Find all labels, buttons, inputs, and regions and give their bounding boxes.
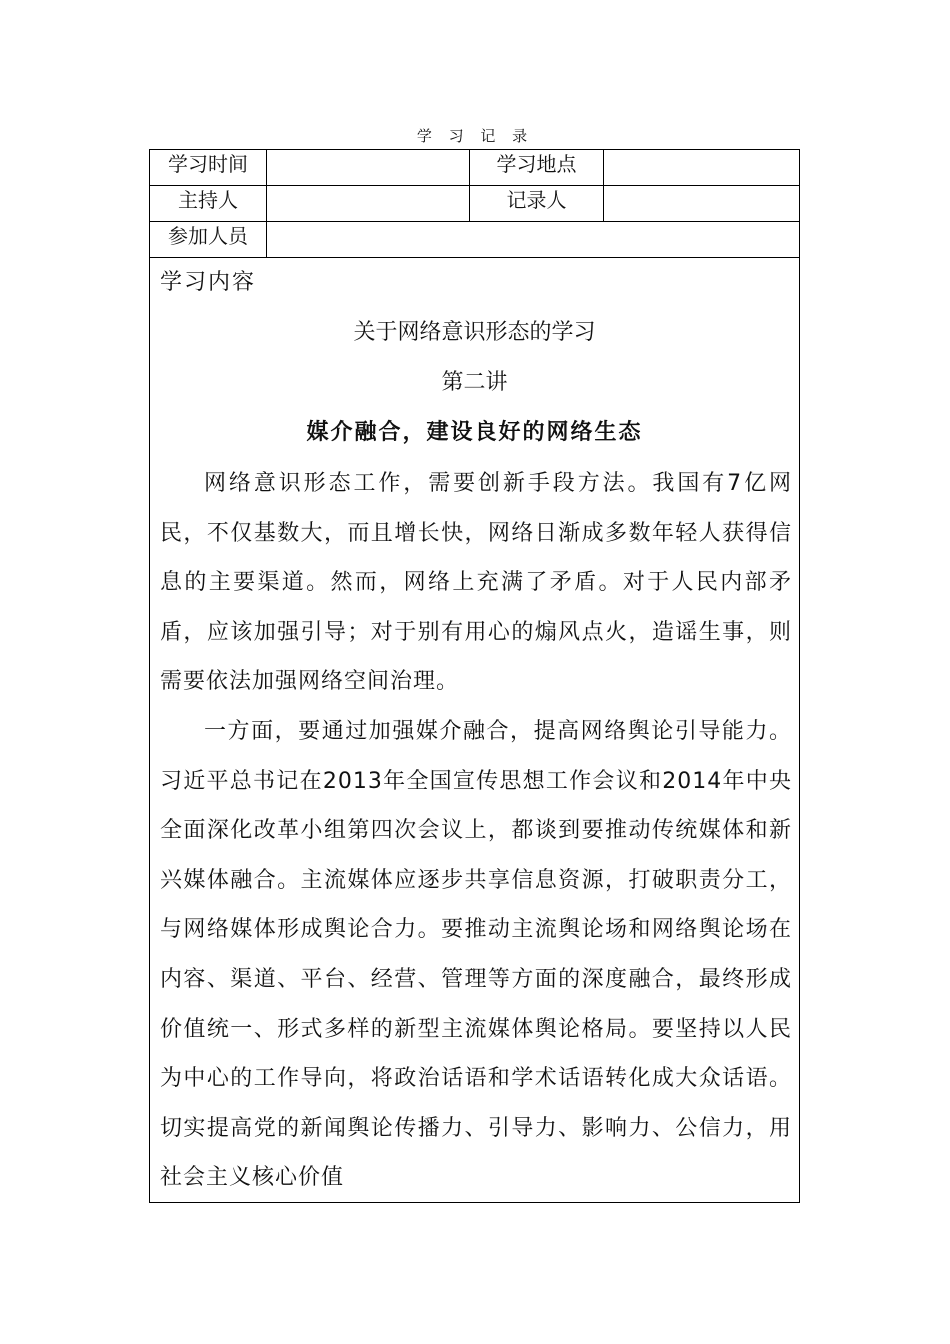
participants-field[interactable]: [267, 222, 800, 257]
host-field[interactable]: [267, 186, 469, 221]
lecture-number: 第二讲: [441, 370, 508, 395]
recorder-label: 记录人: [506, 188, 567, 212]
study-content-label: 学习内容: [160, 270, 257, 295]
participants-label: 参加人员: [168, 224, 248, 248]
study-location-field[interactable]: [604, 150, 800, 185]
content-subtitle: 媒介融合，建设良好的网络生态: [306, 420, 643, 445]
content-title: 关于网络意识形态的学习: [353, 320, 596, 345]
study-location-label: 学习地点: [496, 152, 577, 176]
recorder-field[interactable]: [604, 186, 800, 221]
study-time-field[interactable]: [267, 150, 469, 185]
document-title: 学 习 记 录: [416, 127, 534, 145]
study-time-label: 学习时间: [168, 152, 248, 176]
study-record-table: [149, 149, 800, 1203]
paragraph: 一方面，要通过加强媒介融合，提高网络舆论引导能力。习近平总书记在2013年全国宣传思想工作会议和2014年中央全面深化改革小组第四次会议上，都谈到要推动传统媒体和新兴媒体融合。主流媒体应逐步共享信息资源，打破职责分工，与网络媒体形成舆论合力。要推动主流舆论场和网络舆论场在内容、渠道、平台、经营、管理等方面的深度融合，最终形成价值统一、形式多样的新型主流媒体舆论格局。要坚持以人民为中心的工作导向，将政治话语和学术话语转化成大众话语。切实提高党的新闻舆论传播力、引导力、影响力、公信力，用社会主义核心价值: [160, 718, 792, 1191]
row-divider: [150, 257, 799, 258]
content-body: [160, 459, 792, 1203]
host-label: 主持人: [178, 188, 238, 212]
paragraph: 网络意识形态工作，需要创新手段方法。我国有7亿网民，不仅基数大，而且增长快，网络日渐成多数年轻人获得信息的主要渠道。然而，网络上充满了矛盾。对于人民内部矛盾，应该加强引导；对于别有用心的煽风点火，造谣生事，则需要依法加强网络空间治理。: [160, 471, 792, 695]
